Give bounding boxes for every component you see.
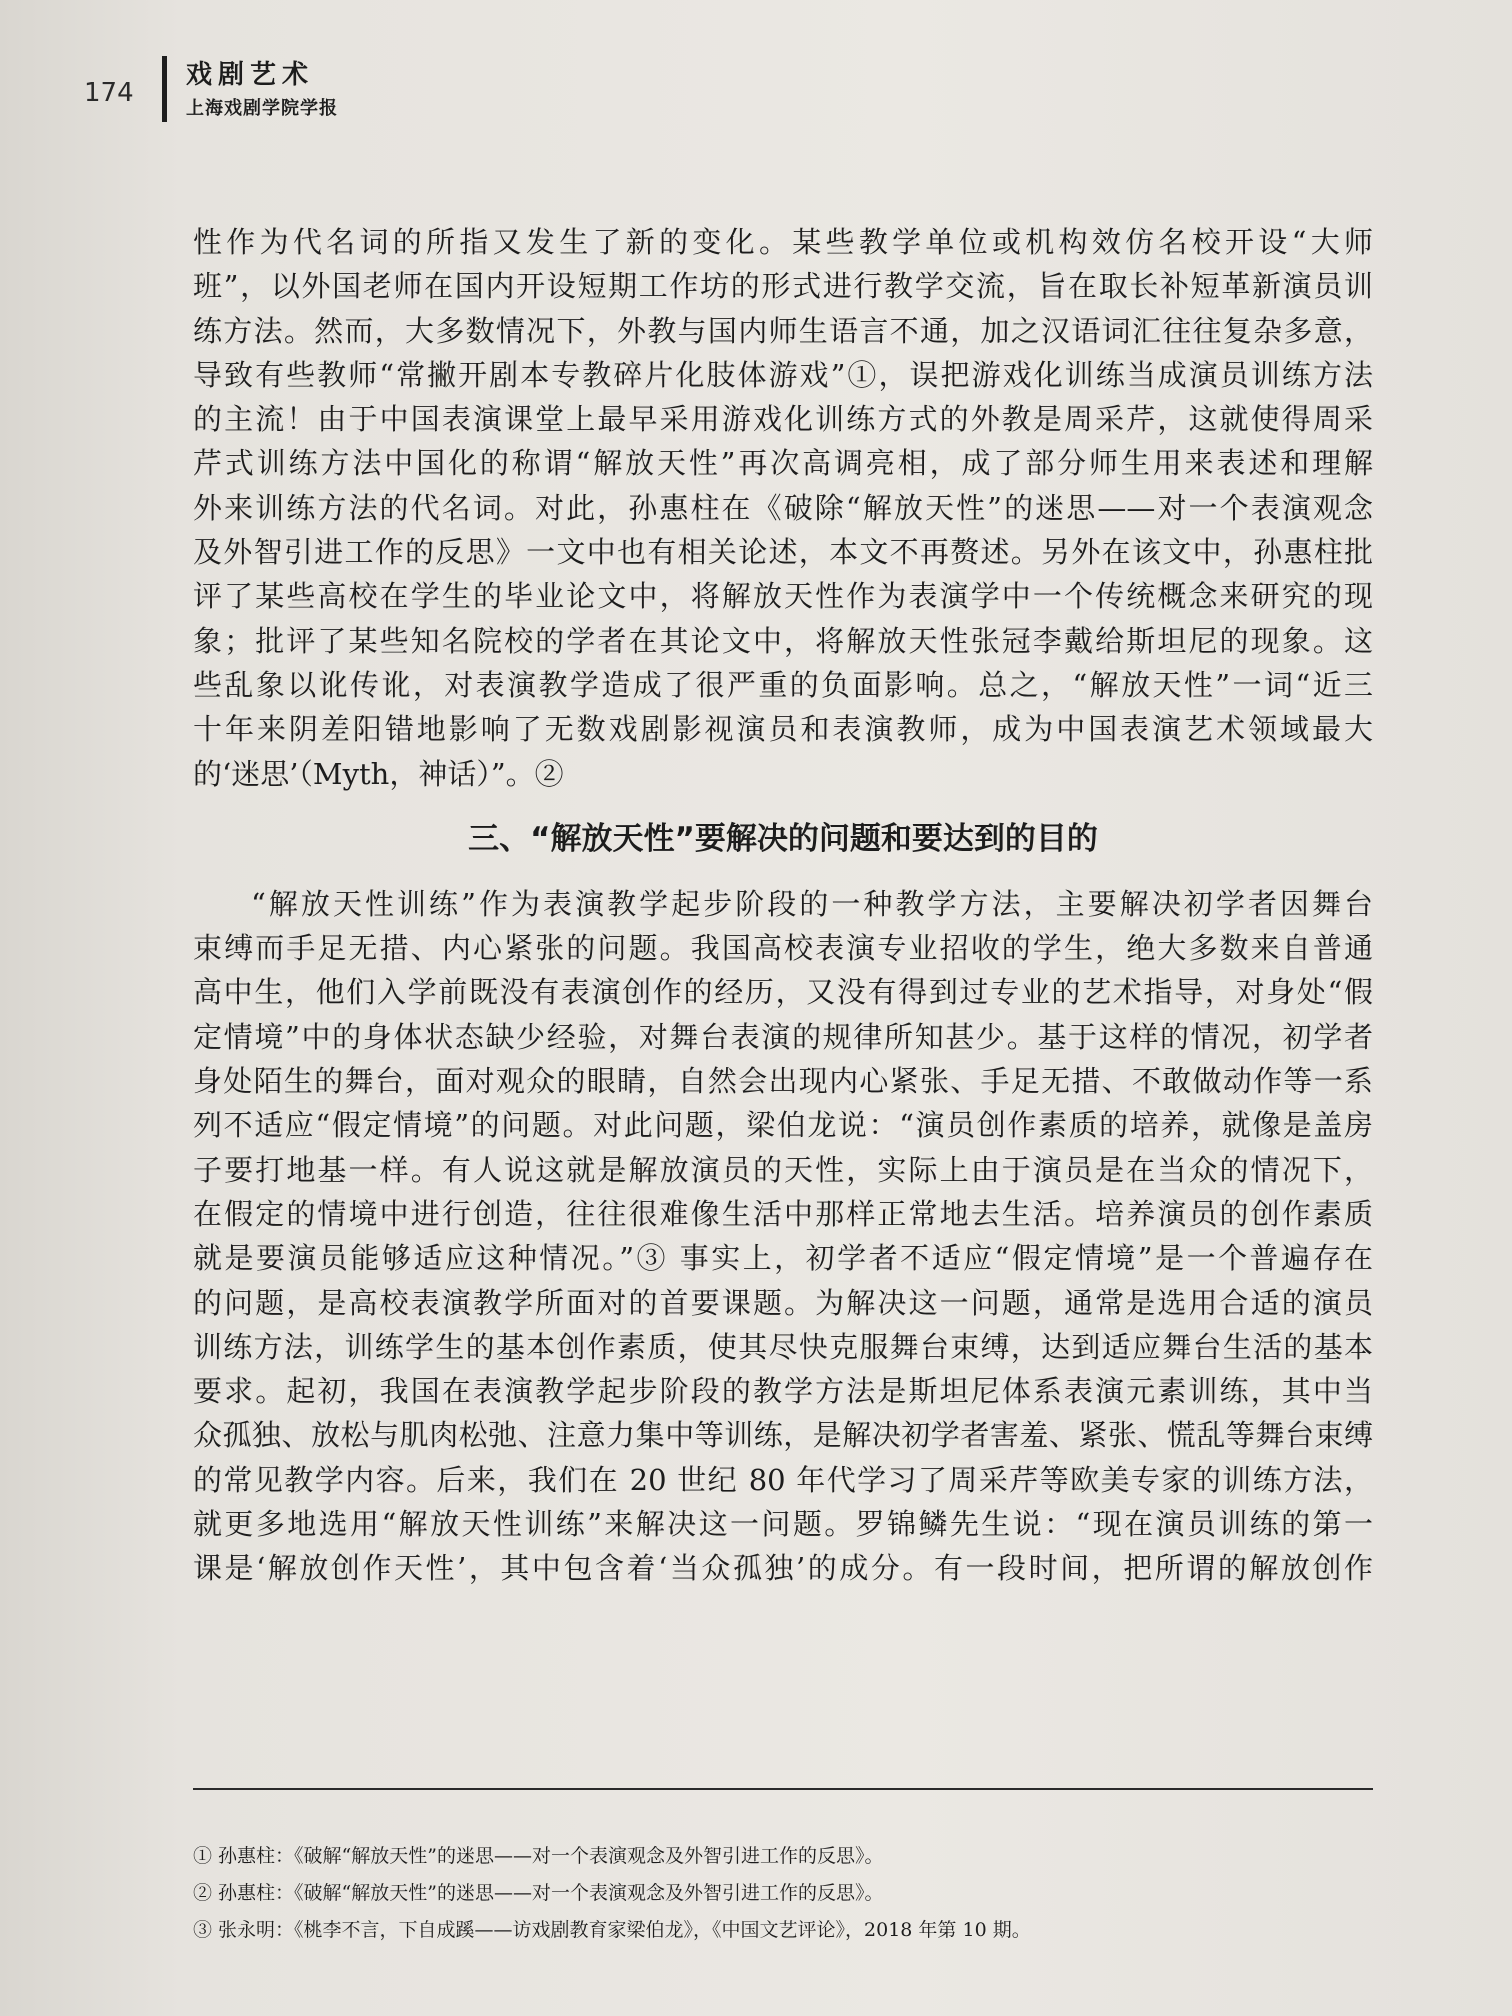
text-line: 列不适应“假定情境”的问题。对此问题，梁伯龙说：“演员创作素质的培养，就像是盖房 (193, 1108, 1373, 1143)
text-line: 些乱象以讹传讹，对表演教学造成了很严重的负面影响。总之，“解放天性”一词“近三 (193, 667, 1373, 702)
text-line: 练方法。然而，大多数情况下，外教与国内师生语言不通，加之汉语词汇往往复杂多意， (193, 313, 1373, 348)
text-line: 在假定的情境中进行创造，往往很难像生活中那样正常地去生活。培养演员的创作素质 (193, 1196, 1373, 1231)
footnotes (193, 1838, 1373, 1949)
text-line: 子要打地基一样。有人说这就是解放演员的天性，实际上由于演员是在当众的情况下， (193, 1152, 1373, 1187)
text-line: 象；批评了某些知名院校的学者在其论文中，将解放天性张冠李戴给斯坦尼的现象。这 (193, 623, 1373, 658)
text-line: 要求。起初，我国在表演教学起步阶段的教学方法是斯坦尼体系表演元素训练，其中当 (193, 1374, 1373, 1409)
text-line: 外来训练方法的代名词。对此，孙惠柱在《破除“解放天性”的迷思——对一个表演观念 (193, 490, 1373, 525)
text-line: 定情境”中的身体状态缺少经验，对舞台表演的规律所知甚少。基于这样的情况，初学者 (193, 1019, 1373, 1054)
text-line: 束缚而手足无措、内心紧张的问题。我国高校表演专业招收的学生，绝大多数来自普通 (193, 931, 1373, 966)
text-line: 众孤独、放松与肌肉松弛、注意力集中等训练，是解决初学者害羞、紧张、慌乱等舞台束缚 (193, 1418, 1373, 1453)
text-line: 身处陌生的舞台，面对观众的眼睛，自然会出现内心紧张、手足无措、不敢做动作等一系 (193, 1064, 1373, 1099)
text-line: 高中生，他们入学前既没有表演创作的经历，又没有得到过专业的艺术指导，对身处“假 (193, 975, 1373, 1010)
footnote-separator (193, 1788, 1373, 1790)
footnote-2: ② 孙惠柱：《破解“解放天性”的迷思——对一个表演观念及外智引进工作的反思》。 (193, 1882, 884, 1904)
text-line: “解放天性训练”作为表演教学起步阶段的一种教学方法，主要解决初学者因舞台 (251, 886, 1373, 921)
paragraph-2 (193, 882, 1373, 1591)
text-line: 的问题，是高校表演教学所面对的首要课题。为解决这一问题，通常是选用合适的演员 (193, 1285, 1373, 1320)
header-divider-bar (162, 56, 167, 122)
text-line: 的主流！由于中国表演课堂上最早采用游戏化训练方式的外教是周采芹，这就使得周采 (193, 402, 1373, 437)
text-line: 就更多地选用“解放天性训练”来解决这一问题。罗锦鳞先生说：“现在演员训练的第一 (193, 1507, 1373, 1542)
text-line: 班”，以外国老师在国内开设短期工作坊的形式进行教学交流，旨在取长补短革新演员训 (193, 269, 1373, 304)
footnote-3: ③ 张永明：《桃李不言，下自成蹊——访戏剧教育家梁伯龙》，《中国文艺评论》，2018 年第 10 期。 (193, 1919, 1031, 1941)
footnote-1: ① 孙惠柱：《破解“解放天性”的迷思——对一个表演观念及外智引进工作的反思》。 (193, 1845, 884, 1867)
body-text (193, 220, 1373, 1591)
text-line: 训练方法，训练学生的基本创作素质，使其尽快克服舞台束缚，达到适应舞台生活的基本 (193, 1329, 1373, 1364)
journal-title: 戏剧艺术 (186, 60, 315, 90)
text-line: 评了某些高校在学生的毕业论文中，将解放天性作为表演学中一个传统概念来研究的现 (193, 579, 1373, 614)
text-line: 十年来阴差阳错地影响了无数戏剧影视演员和表演教师，成为中国表演艺术领域最大 (193, 712, 1373, 747)
text-line: 的常见教学内容。后来，我们在 20 世纪 80 年代学习了周采芹等欧美专家的训练方法， (193, 1462, 1373, 1497)
page-number: 174 (84, 78, 134, 108)
text-line: 导致有些教师“常撇开剧本专教碎片化肢体游戏”①，误把游戏化训练当成演员训练方法 (193, 357, 1373, 392)
section-heading: 三、“解放天性”要解决的问题和要达到的目的 (468, 820, 1098, 857)
text-line: 课是‘解放创作天性’，其中包含着‘当众孤独’的成分。有一段时间，把所谓的解放创作 (193, 1551, 1373, 1586)
text-line: 芹式训练方法中国化的称谓“解放天性”再次高调亮相，成了部分师生用来表述和理解 (193, 446, 1373, 481)
text-line: 及外智引进工作的反思》一文中也有相关论述，本文不再赘述。另外在该文中，孙惠柱批 (193, 535, 1373, 570)
text-line: 性作为代名词的所指又发生了新的变化。某些教学单位或机构效仿名校开设“大师 (193, 225, 1373, 259)
journal-subtitle: 上海戏剧学院学报 (186, 98, 338, 119)
text-line: 就是要演员能够适应这种情况。”③ 事实上，初学者不适应“假定情境”是一个普遍存在 (193, 1241, 1373, 1276)
paragraph-1 (193, 220, 1373, 796)
text-line: 的‘迷思’（Myth，神话）”。② (193, 756, 564, 791)
